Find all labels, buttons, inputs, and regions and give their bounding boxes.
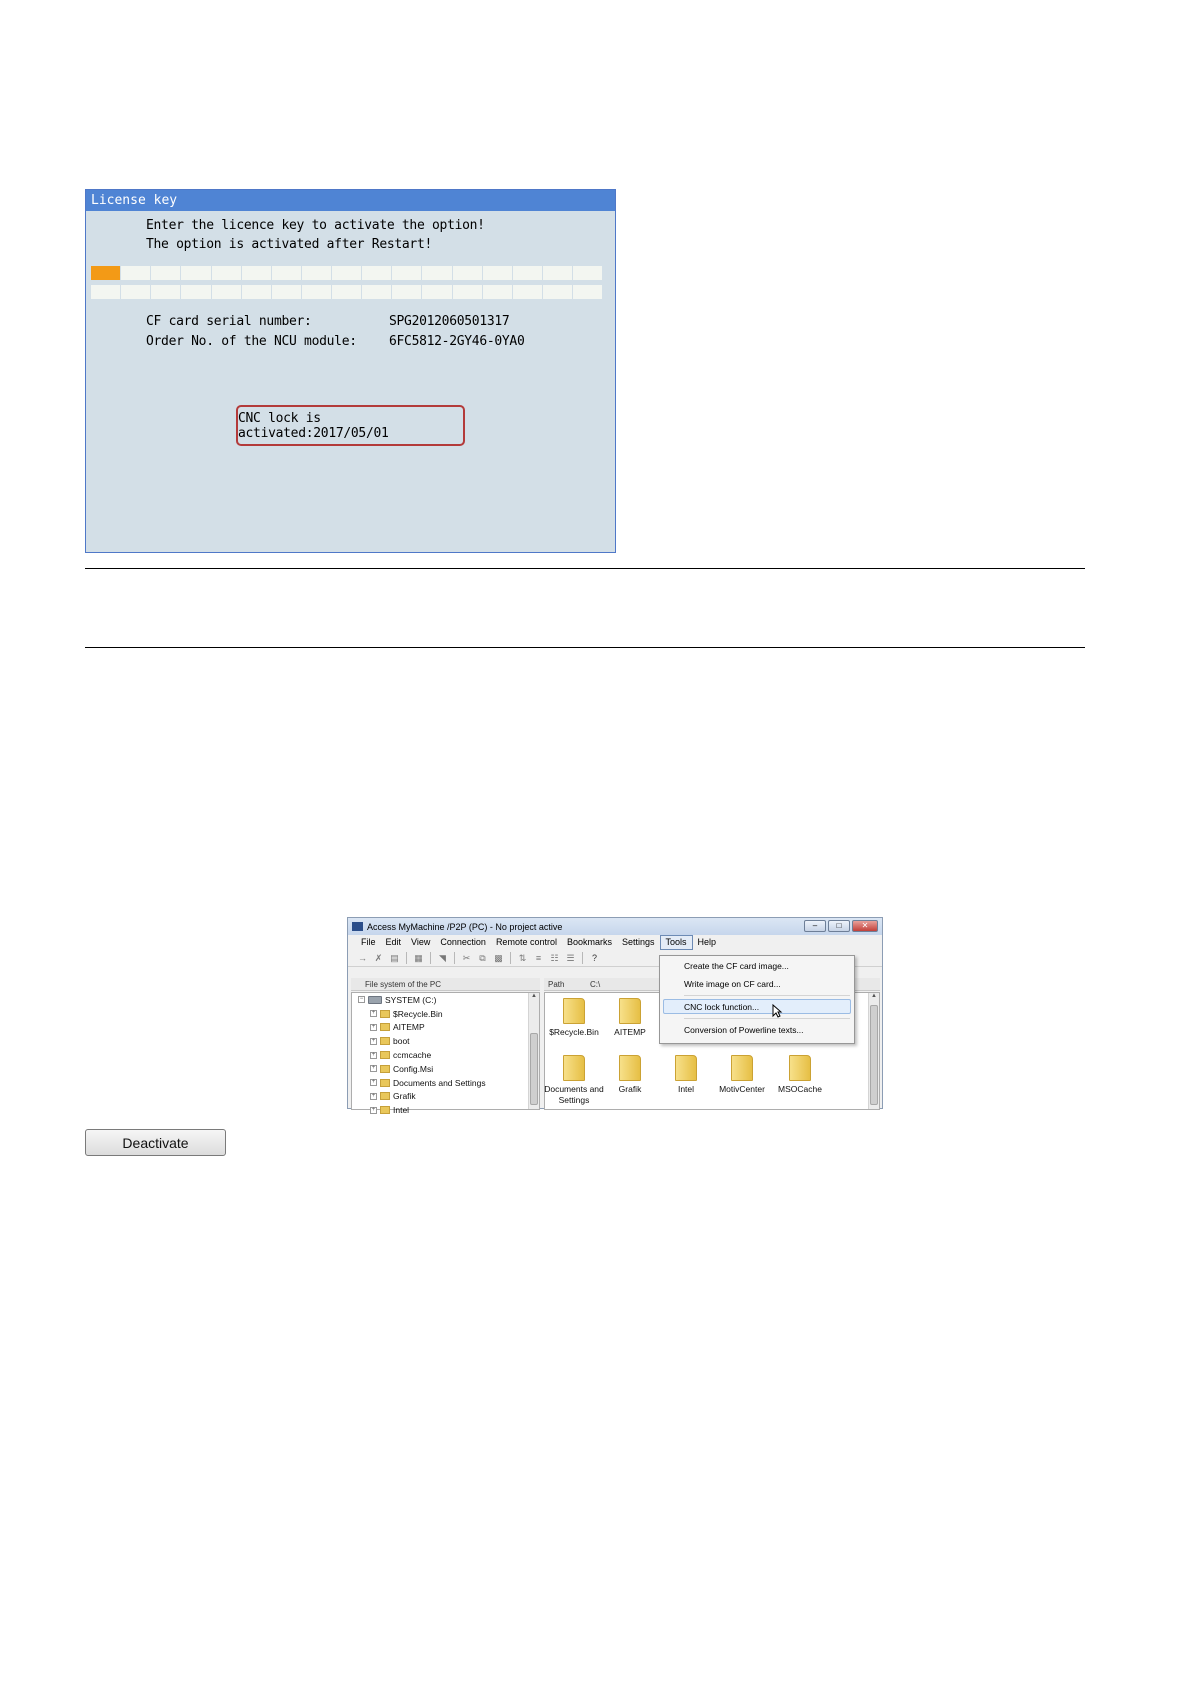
menu-help[interactable]: Help [697, 937, 717, 947]
window-title-bar [348, 918, 882, 935]
expand-icon[interactable]: + [371, 1051, 376, 1058]
key-cell[interactable] [181, 266, 210, 280]
tree-item-label: Documents and Settings [393, 1077, 486, 1088]
file-label: MSOCache [778, 1084, 822, 1094]
file-scrollbar[interactable] [868, 993, 879, 1109]
folder-icon [380, 1037, 390, 1045]
tree-item[interactable] [352, 1090, 539, 1104]
folder-icon [563, 1055, 585, 1081]
file-item[interactable] [656, 1055, 716, 1095]
key-cell[interactable] [121, 285, 150, 299]
expand-icon[interactable]: + [371, 1079, 376, 1086]
tree-root[interactable] [352, 993, 539, 1007]
minimize-icon[interactable]: – [804, 920, 826, 932]
menu-view[interactable]: View [411, 937, 431, 947]
tools-dropdown-menu [659, 955, 855, 1044]
open-folder-icon[interactable]: ◥ [439, 953, 446, 963]
key-cell[interactable] [272, 266, 301, 280]
license-key-row-2[interactable] [91, 285, 602, 299]
tree-scrollbar[interactable] [528, 993, 539, 1109]
key-cell[interactable] [212, 266, 241, 280]
key-cell[interactable] [242, 266, 271, 280]
file-scroll-thumb[interactable] [870, 1005, 878, 1105]
key-cell[interactable] [453, 285, 482, 299]
key-cell[interactable] [513, 285, 542, 299]
menu-separator [684, 1018, 850, 1019]
key-cell[interactable] [362, 285, 391, 299]
file-label: $Recycle.Bin [549, 1027, 599, 1037]
instruction-line-2: The option is activated after Restart! [146, 237, 433, 252]
toolbar-separator [510, 952, 511, 964]
key-cell[interactable] [362, 266, 391, 280]
tree-item[interactable] [352, 1062, 539, 1076]
folder-icon [619, 998, 641, 1024]
paste-icon[interactable]: ▩ [494, 953, 503, 963]
tree-item-label: boot [393, 1036, 410, 1047]
tree-item-label: Grafik [393, 1091, 416, 1102]
key-cell[interactable] [272, 285, 301, 299]
order-number-label: Order No. of the NCU module: [146, 334, 357, 349]
deactivate-button[interactable]: Deactivate [85, 1129, 226, 1156]
sort-icon[interactable]: ⇅ [518, 953, 527, 963]
key-cell[interactable] [392, 285, 421, 299]
folder-icon [380, 1010, 390, 1018]
tree-item[interactable] [352, 1076, 539, 1090]
key-cell[interactable] [302, 285, 331, 299]
mouse-cursor-icon [772, 1004, 782, 1018]
folder-icon [380, 1065, 390, 1073]
file-label: Intel [677, 1084, 695, 1094]
scroll-up-icon[interactable]: ▲ [531, 993, 537, 999]
key-cell[interactable] [151, 266, 180, 280]
help-icon[interactable]: ? [591, 953, 597, 963]
key-cell[interactable] [543, 285, 572, 299]
key-cell[interactable] [573, 285, 602, 299]
app-logo-icon [352, 922, 363, 931]
toolbar-separator [406, 952, 407, 964]
menu-item-conversion-powerline[interactable]: Conversion of Powerline texts... [684, 1025, 804, 1035]
details-icon[interactable]: ☷ [550, 953, 559, 963]
expand-icon[interactable]: + [371, 1106, 376, 1113]
key-cell[interactable] [392, 266, 421, 280]
expand-icon[interactable]: + [371, 1023, 376, 1030]
menu-connection[interactable]: Connection [440, 937, 486, 947]
file-label: AITEMP [614, 1027, 646, 1037]
key-cell[interactable] [91, 285, 120, 299]
tree-item-label: AITEMP [393, 1022, 425, 1033]
toolbar-separator [430, 952, 431, 964]
key-cell[interactable] [543, 266, 572, 280]
expand-icon[interactable]: + [371, 1065, 376, 1072]
tree-item[interactable] [352, 1034, 539, 1048]
key-cell-active[interactable] [91, 266, 120, 280]
file-label: Grafik [618, 1084, 642, 1094]
expand-icon[interactable]: + [371, 1037, 376, 1044]
menu-edit[interactable]: Edit [385, 937, 402, 947]
cf-serial-label: CF card serial number: [146, 314, 312, 329]
close-icon[interactable]: ✕ [852, 920, 878, 932]
properties-icon[interactable]: ▦ [414, 953, 423, 963]
tree-item-label: Config.Msi [393, 1063, 434, 1074]
instruction-line-1: Enter the licence key to activate the option! [146, 218, 485, 233]
menu-settings[interactable]: Settings [621, 937, 655, 947]
window-title: Access MyMachine /P2P (PC) - No project active [367, 921, 563, 932]
menu-item-write-cf-image[interactable]: Write image on CF card... [684, 979, 781, 989]
path-value: C:\ [590, 980, 601, 989]
scroll-up-icon[interactable]: ▲ [871, 993, 877, 999]
key-cell[interactable] [453, 266, 482, 280]
key-cell[interactable] [212, 285, 241, 299]
folder-icon [380, 1106, 390, 1114]
folder-icon [619, 1055, 641, 1081]
folder-icon [563, 998, 585, 1024]
tree-item-label: Intel [393, 1105, 410, 1116]
left-pane-header: File system of the PC [351, 978, 540, 991]
toolbar-separator [454, 952, 455, 964]
file-item[interactable] [544, 1055, 604, 1106]
file-label: Documents and Settings [544, 1084, 604, 1105]
file-item[interactable] [600, 998, 660, 1038]
menu-separator [684, 995, 850, 996]
divider-bottom [85, 647, 1085, 648]
tree-root-label: SYSTEM (C:) [385, 994, 437, 1005]
key-cell[interactable] [483, 266, 512, 280]
access-mymachine-window [347, 917, 883, 1116]
tree-item-label: $Recycle.Bin [393, 1008, 443, 1019]
copy-icon[interactable]: ⧉ [479, 953, 486, 963]
folder-icon [380, 1023, 390, 1031]
tree-scroll-thumb[interactable] [530, 1033, 538, 1105]
file-item[interactable] [600, 1055, 660, 1095]
folder-tree [351, 992, 540, 1116]
connect-icon[interactable]: → [358, 953, 367, 963]
key-cell[interactable] [151, 285, 180, 299]
file-item[interactable] [712, 1055, 772, 1095]
file-item[interactable] [770, 1055, 830, 1095]
key-cell[interactable] [242, 285, 271, 299]
dialog-title: License key [86, 190, 615, 211]
key-cell[interactable] [302, 266, 331, 280]
drive-icon [368, 996, 382, 1004]
divider-top [85, 568, 1085, 569]
key-cell[interactable] [513, 266, 542, 280]
tree-item[interactable] [352, 1048, 539, 1062]
menu-tools[interactable]: Tools [660, 935, 693, 950]
folder-icon [380, 1051, 390, 1059]
file-item[interactable] [544, 998, 604, 1038]
menu-bar [348, 935, 882, 950]
folder-icon [380, 1079, 390, 1087]
menu-file[interactable]: File [361, 937, 376, 947]
tree-item[interactable] [352, 1103, 539, 1117]
list-icon[interactable]: ≡ [535, 953, 542, 963]
toolbar-separator [582, 952, 583, 964]
menu-item-cnc-lock[interactable]: CNC lock function... [684, 1002, 760, 1012]
key-cell[interactable] [573, 266, 602, 280]
menu-bookmarks[interactable]: Bookmarks [566, 937, 612, 947]
collapse-icon[interactable]: − [359, 996, 364, 1003]
key-cell[interactable] [483, 285, 512, 299]
key-cell[interactable] [422, 266, 451, 280]
menu-remote-control[interactable]: Remote control [495, 937, 557, 947]
key-cell[interactable] [121, 266, 150, 280]
key-cell[interactable] [332, 266, 361, 280]
tree-item-label: ccmcache [393, 1050, 432, 1061]
menu-item-create-cf-image[interactable]: Create the CF card image... [684, 961, 789, 971]
view-icon[interactable]: ☰ [566, 953, 575, 963]
key-cell[interactable] [422, 285, 451, 299]
folder-icon [789, 1055, 811, 1081]
tree-item[interactable] [352, 1021, 539, 1035]
key-cell[interactable] [332, 285, 361, 299]
cf-serial-value: SPG2012060501317 [389, 314, 510, 329]
maximize-icon[interactable]: □ [828, 920, 850, 932]
window-controls [804, 920, 878, 932]
save-icon[interactable]: ▤ [390, 953, 399, 963]
folder-icon [731, 1055, 753, 1081]
license-key-dialog [85, 189, 616, 553]
path-label: Path [548, 980, 565, 989]
license-key-row-1[interactable] [91, 266, 602, 280]
folder-icon [675, 1055, 697, 1081]
expand-icon[interactable]: + [371, 1010, 376, 1017]
cnc-lock-status: CNC lock is activated:2017/05/01 [236, 405, 465, 446]
expand-icon[interactable]: + [371, 1092, 376, 1099]
disconnect-icon[interactable]: ✗ [374, 953, 383, 963]
folder-icon [380, 1092, 390, 1100]
file-label: MotivCenter [719, 1084, 765, 1094]
tree-item[interactable] [352, 1007, 539, 1021]
cut-icon[interactable]: ✂ [462, 953, 471, 963]
key-cell[interactable] [181, 285, 210, 299]
order-number-value: 6FC5812-2GY46-0YA0 [389, 334, 525, 349]
